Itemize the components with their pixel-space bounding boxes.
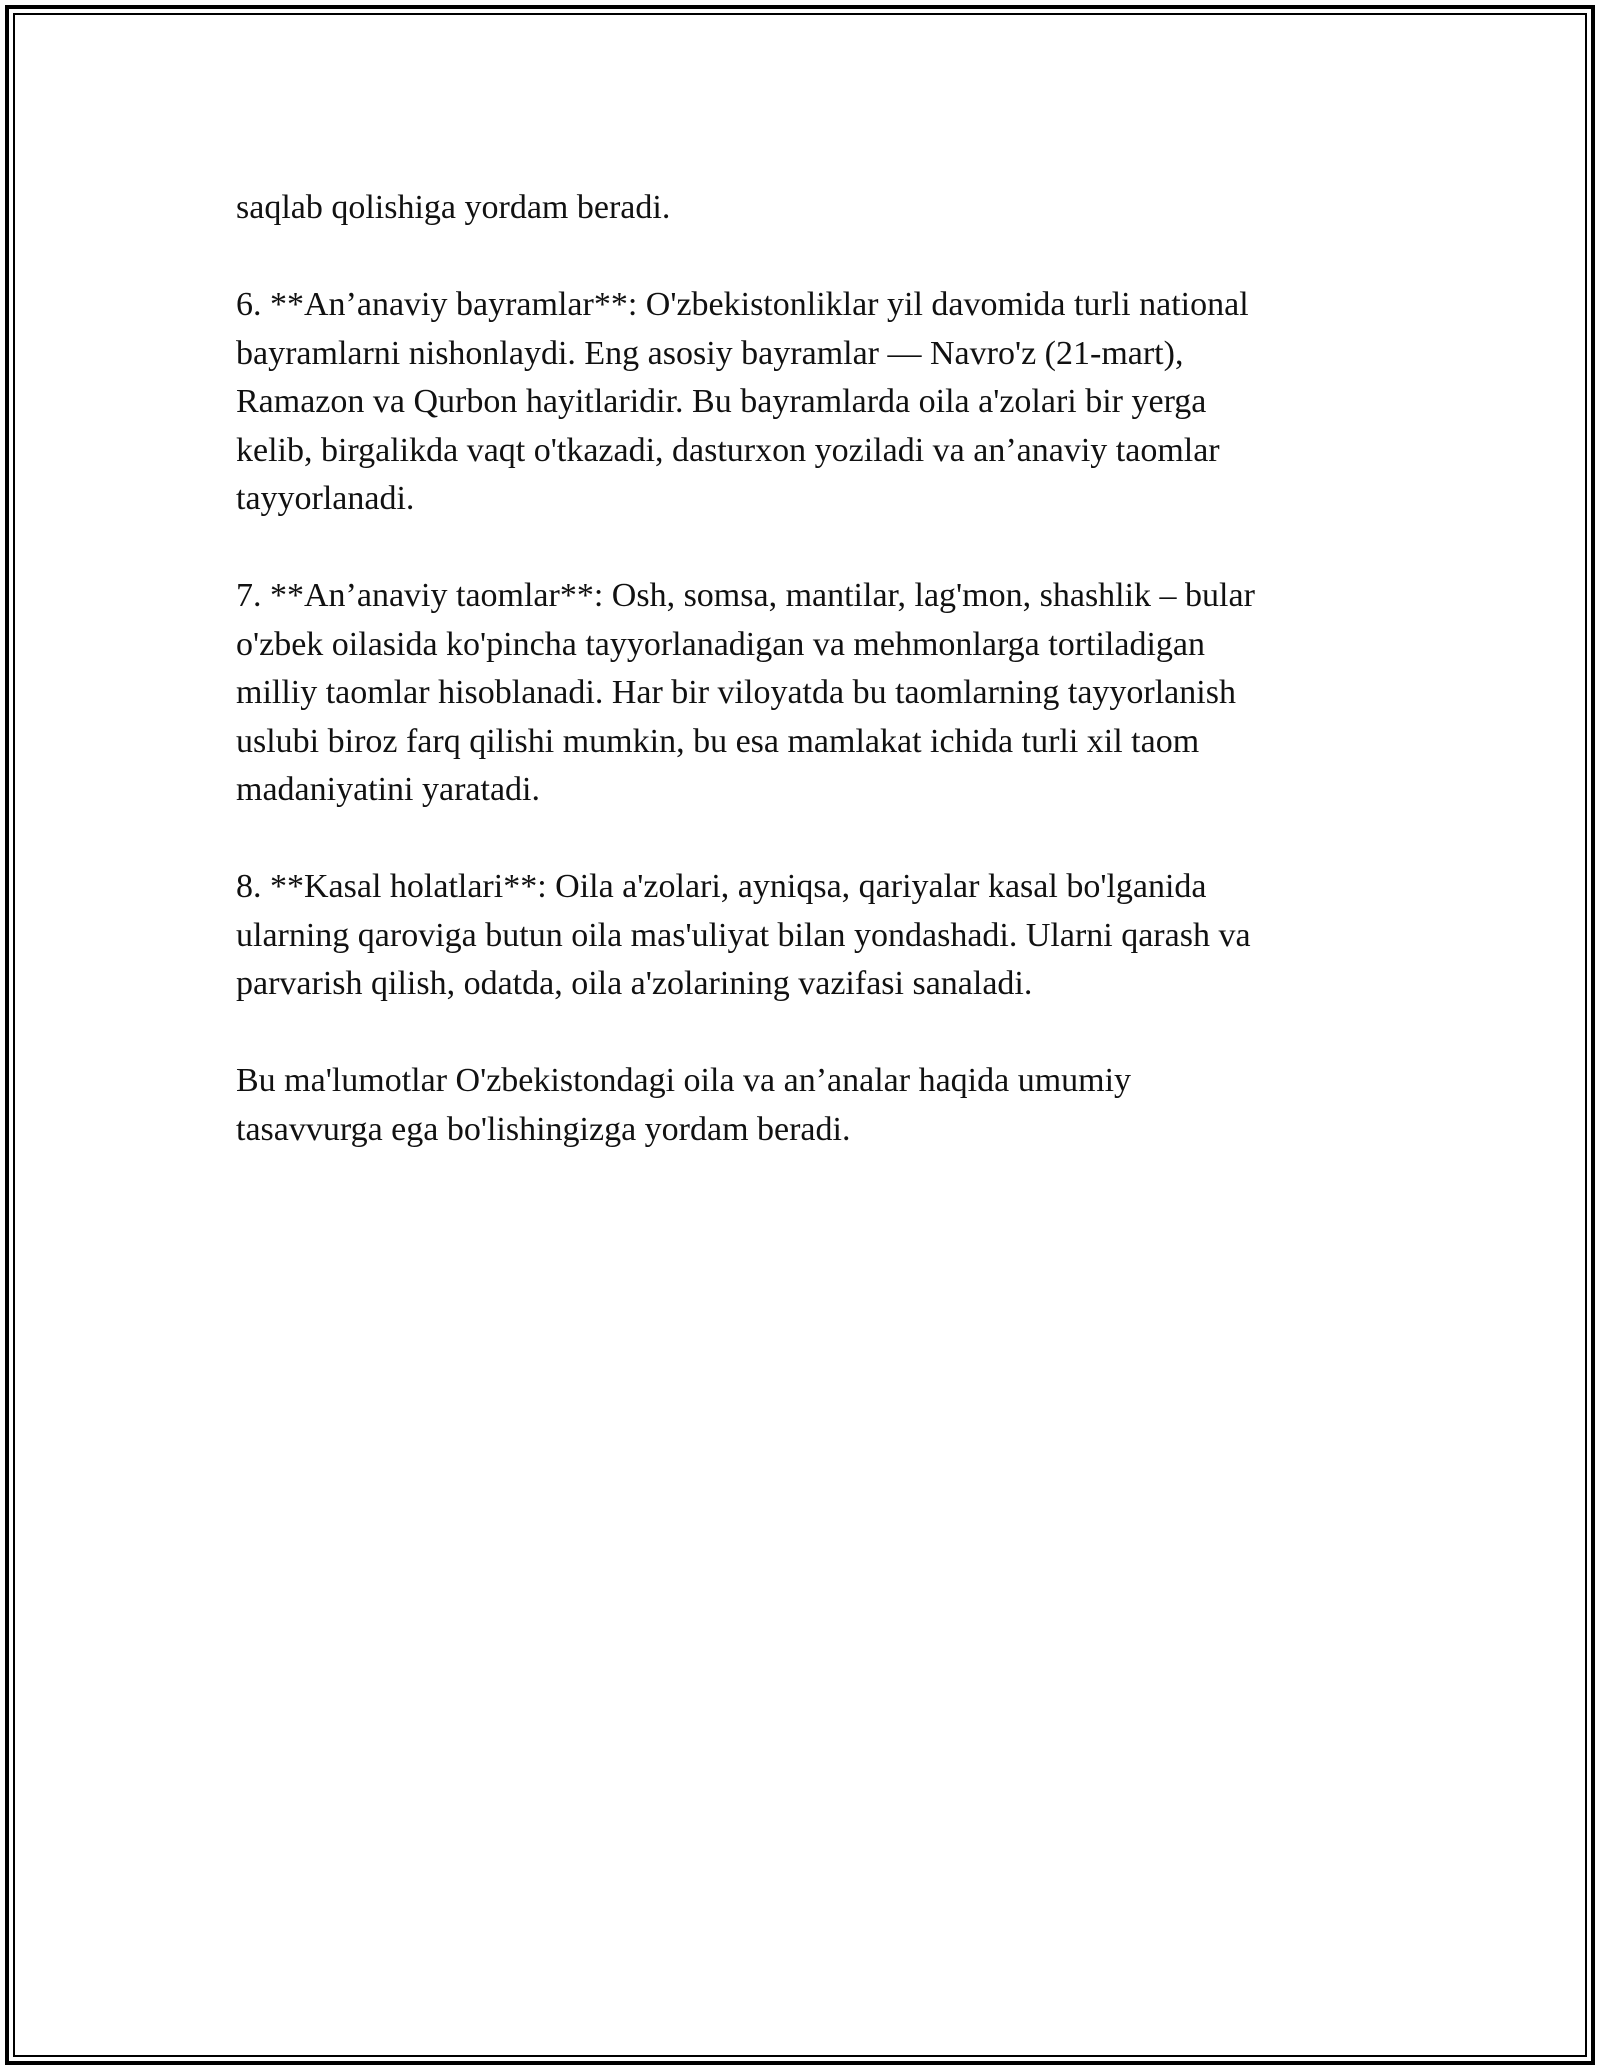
paragraph-item-8-illness: 8. **Kasal holatlari**: Oila a'zolari, ayniqsa, qariyalar kasal bo'lganida ularning qaroviga butun oila mas'uliyat bilan yondashadi. Ularni qarash va parvarish qilish, odatda, oila a'zolarining vazifasi sanaladi. [236, 868, 1251, 1002]
paragraph-item-7-dishes: 7. **An’anaviy taomlar**: Osh, somsa, mantilar, lag'mon, shashlik – bular o'zbek oilasida ko'pincha tayyorlanadigan va mehmonlarga tortiladigan milliy taomlar hisoblanadi. Har bir viloyatda bu taomlarning tayyorlanish uslubi biroz farq qilishi mumkin, bu esa mamlakat ichida turli xil taom madaniyatini yaratadi. [236, 577, 1255, 808]
paragraph-conclusion: Bu ma'lumotlar O'zbekistondagi oila va an’analar haqida umumiy tasavvurga ega bo'lishingizga yordam beradi. [236, 1062, 1132, 1148]
paragraph-continuation: saqlab qolishiga yordam beradi. [236, 189, 671, 226]
document-body [236, 184, 1356, 1203]
paragraph-item-6-holidays: 6. **An’anaviy bayramlar**: O'zbekistonliklar yil davomida turli national bayramlarni nishonlaydi. Eng asosiy bayramlar — Navro'z (21-mart), Ramazon va Qurbon hayitlaridir. Bu bayramlarda oila a'zolari bir yerga kelib, birgalikda vaqt o'tkazadi, dasturxon yoziladi va an’anaviy taomlar tayyorlanadi. [236, 286, 1249, 517]
